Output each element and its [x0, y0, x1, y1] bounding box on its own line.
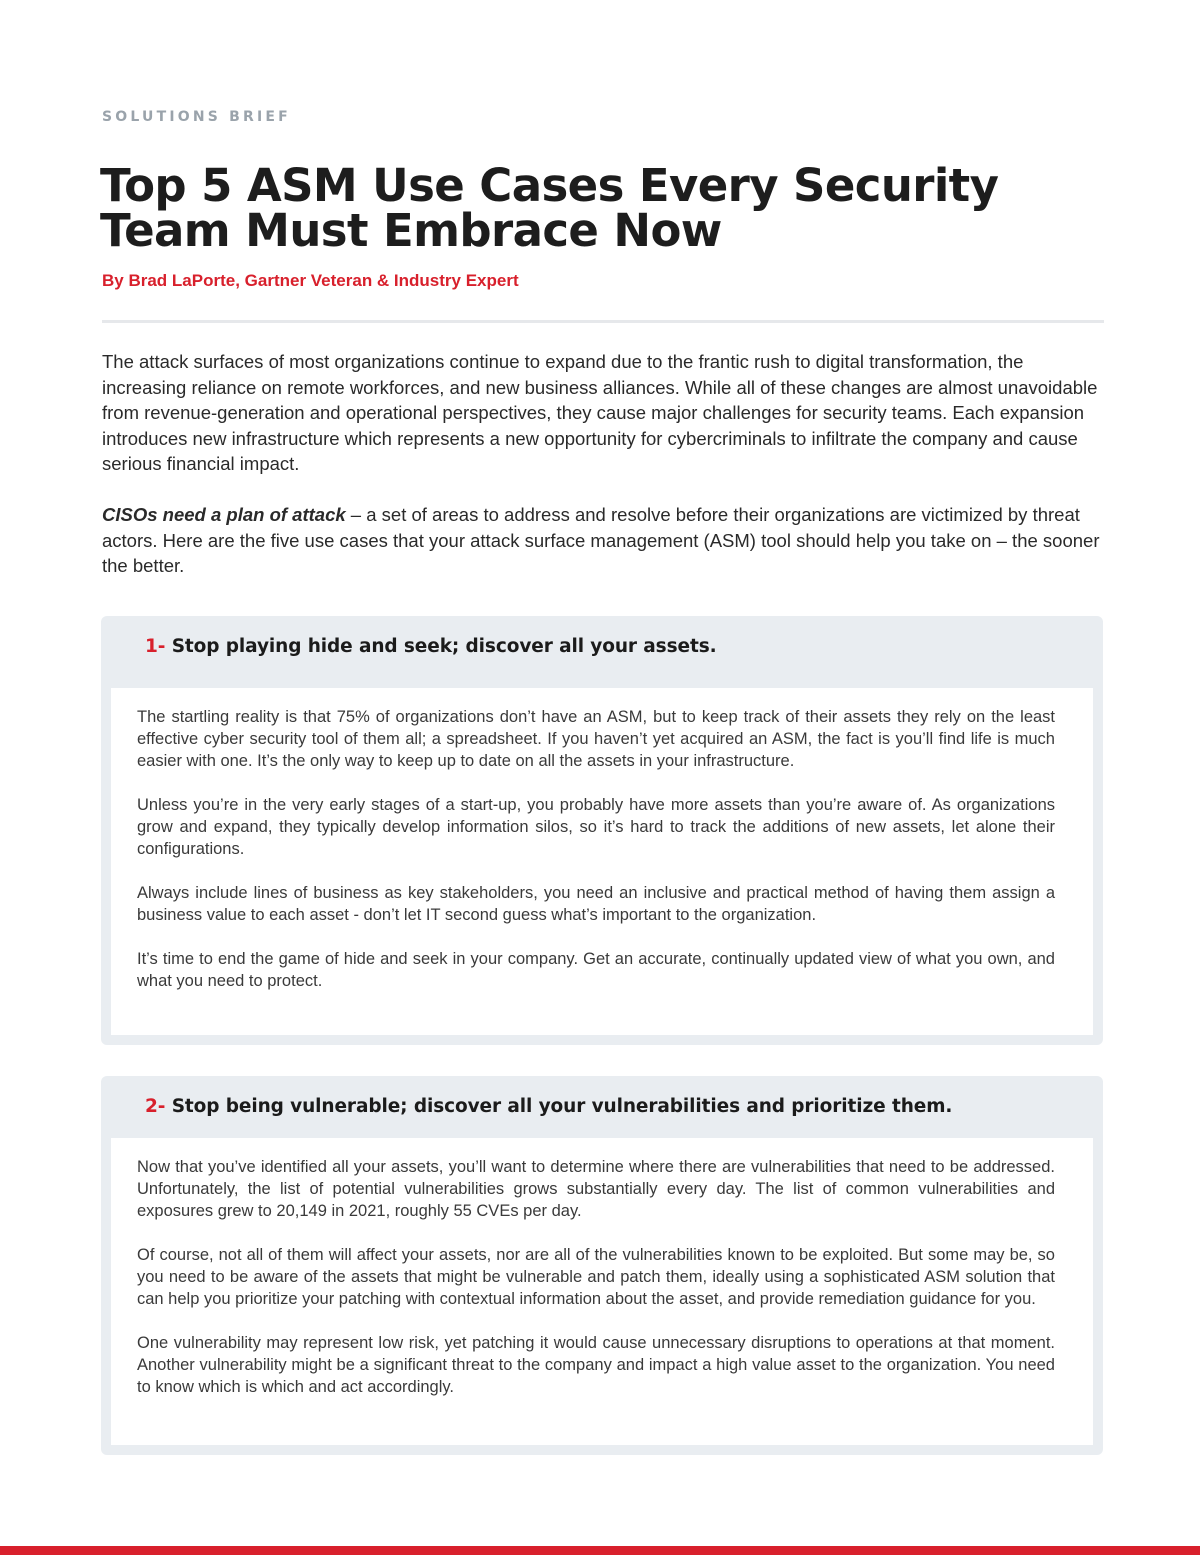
use-case-number-1: 1-: [145, 636, 166, 657]
use-case-1-paragraph: Always include lines of business as key stakeholders, you need an inclusive and practical method of having them assign a business value to each asset - don’t let IT second guess what’s important to the organization.: [137, 884, 1055, 924]
use-case-number-2: 2-: [145, 1096, 166, 1117]
author-byline: By Brad LaPorte, Gartner Veteran & Industry Expert: [102, 271, 519, 290]
intro-section: [102, 349, 1104, 604]
intro-paragraph-2: [102, 502, 1104, 579]
use-case-2-paragraph: Now that you’ve identified all your assets, you’ll want to determine where there are vulnerabilities that need to be addressed. Unfortunately, the list of potential vulnerabilities grows substantially every day. The list of common vulnerabilities and exposures grew to 20,149 in 2021, roughly 55 CVEs per day.: [137, 1158, 1055, 1220]
use-case-card-1: [101, 616, 1103, 1045]
footer-accent-bar: [0, 1546, 1200, 1555]
document-category-label: SOLUTIONS BRIEF: [102, 109, 291, 125]
use-case-1-paragraph: The startling reality is that 75% of organizations don’t have an ASM, but to keep track of their assets they rely on the least effective cyber security tool of them all; a spreadsheet. If you haven’t yet acquired an ASM, the fact is you’ll find life is much easier with one. It’s the only way to keep up to date on all the assets in your infrastructure.: [137, 708, 1055, 770]
use-case-title-2: Stop being vulnerable; discover all your vulnerabilities and prioritize them.: [171, 1096, 953, 1117]
use-case-heading-2: [145, 1096, 952, 1117]
intro-lead-phrase: CISOs need a plan of attack: [102, 503, 346, 525]
use-case-card-2: [101, 1076, 1103, 1455]
use-case-2-paragraph: One vulnerability may represent low risk, yet patching it would cause unnecessary disruptions to operations at that moment. Another vulnerability might be a significant threat to the company and impact a high value asset to the organization. You need to know which is which and act accordingly.: [137, 1334, 1055, 1396]
use-case-title-1: Stop playing hide and seek; discover all your assets.: [171, 636, 717, 657]
use-case-1-paragraph: It’s time to end the game of hide and seek in your company. Get an accurate, continually updated view of what you own, and what you need to protect.: [137, 950, 1055, 990]
document-title: Top 5 ASM Use Cases Every Security Team Must Embrace Now: [100, 159, 999, 257]
intro-paragraph-2-text: – a set of areas to address and resolve before their organizations are victimized by threat actors. Here are the five use cases that your attack surface management (ASM) tool should help you take on – the sooner the better.: [102, 503, 1100, 577]
use-case-body-1: [111, 688, 1093, 1035]
intro-paragraph-1: The attack surfaces of most organizations continue to expand due to the frantic rush to digital transformation, the increasing reliance on remote workforces, and new business alliances. While all of these changes are almost unavoidable from revenue-generation and operational perspectives, they cause major challenges for security teams. Each expansion introduces new infrastructure which represents a new opportunity for cybercriminals to infiltrate the company and cause serious financial impact.: [102, 351, 1098, 475]
use-case-body-2: [111, 1138, 1093, 1445]
header-divider: [102, 320, 1104, 323]
use-case-1-paragraph: Unless you’re in the very early stages of a start-up, you probably have more assets than you’re aware of. As organizations grow and expand, they typically develop information silos, so it’s hard to track the additions of new assets, let alone their configurations.: [137, 796, 1055, 858]
use-case-heading-1: [145, 636, 717, 657]
use-case-2-paragraph: Of course, not all of them will affect your assets, nor are all of the vulnerabilities known to be exploited. But some may be, so you need to be aware of the assets that might be vulnerable and patch them, ideally using a sophisticated ASM solution that can help you prioritize your patching with contextual information about the asset, and provide remediation guidance for you.: [137, 1246, 1055, 1308]
